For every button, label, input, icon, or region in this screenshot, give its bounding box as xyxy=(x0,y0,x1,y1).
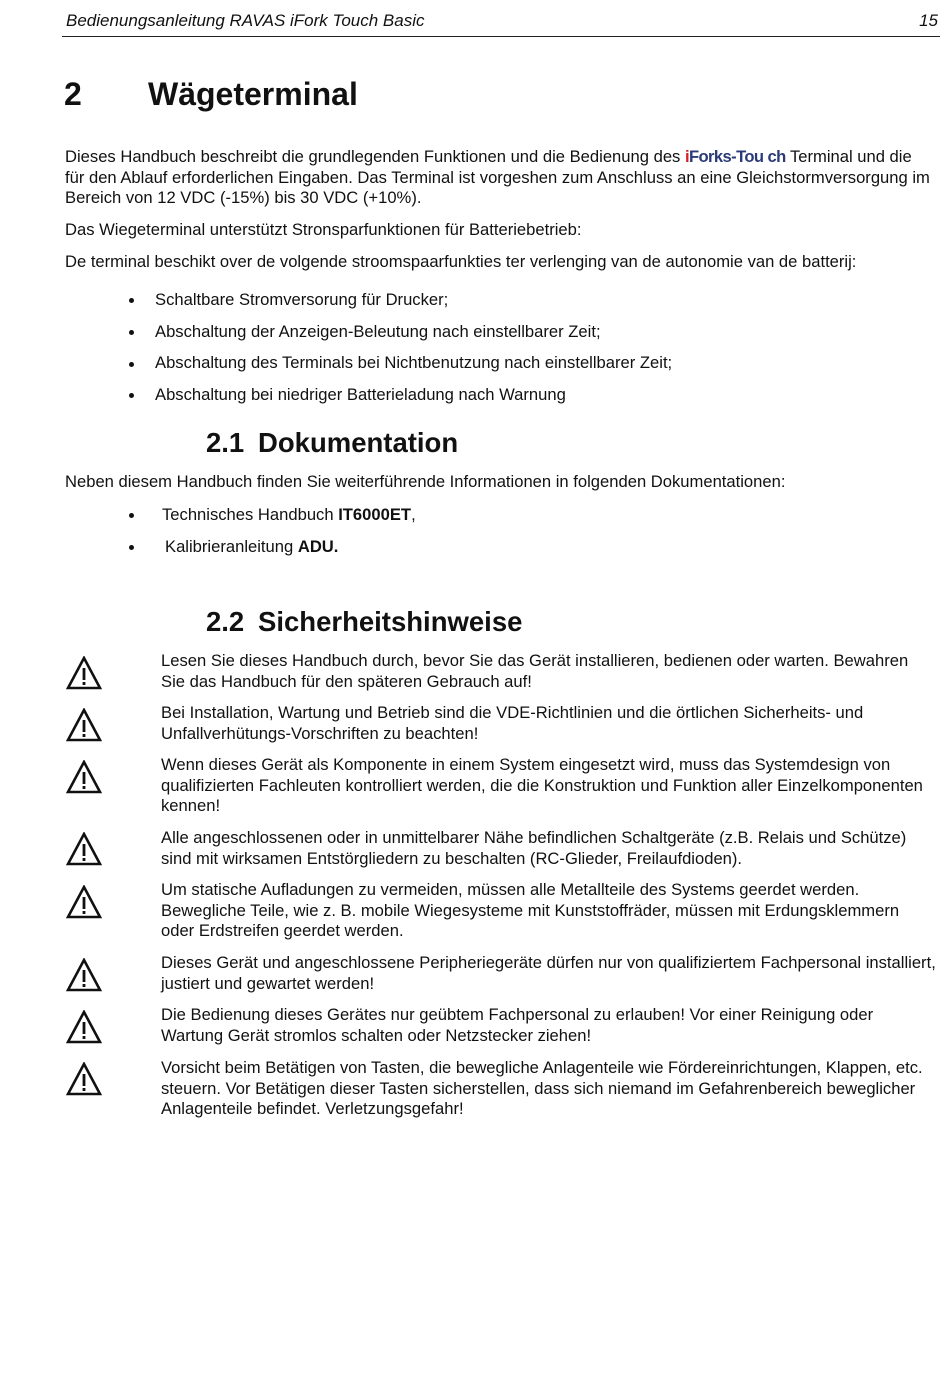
warning-triangle-icon xyxy=(66,760,102,794)
safety-warning-text: Alle angeschlossenen oder in unmittelbarer Nähe befindlichen Schaltgeräte (z.B. Relais und Schütze) sind mit wirksamen Entstörgliedern zu beschalten (RC-Glieder, Freilaufdioden). xyxy=(161,828,907,868)
section-number: 2.1 xyxy=(206,427,245,458)
chapter-number: 2 xyxy=(64,76,82,112)
list-item: Abschaltung bei niedriger Batterieladung nach Warnung xyxy=(155,385,566,404)
list-item: Abschaltung der Anzeigen-Beleutung nach einstellbarer Zeit; xyxy=(155,322,601,341)
warning-triangle-icon xyxy=(66,832,102,866)
doc-code: IT6000ET xyxy=(338,505,412,524)
power-saving-intro: Das Wiegeterminal unterstützt Stronsparfunktionen für Batteriebetrieb: xyxy=(65,220,582,239)
safety-warning-text: Dieses Gerät und angeschlossene Peripheriegeräte dürfen nur von qualifiziertem Fachpersonal installiert, justiert und gewartet werden! xyxy=(161,953,936,993)
page-number: 15 xyxy=(919,11,938,30)
section-title: Dokumentation xyxy=(258,427,459,458)
brand-logo-text: Forks-Tou ch xyxy=(688,147,786,166)
list-item: Schaltbare Stromversorung für Drucker; xyxy=(155,290,449,309)
safety-warning-text: Lesen Sie dieses Handbuch durch, bevor Sie das Gerät installieren, bedienen oder warten. Bewahren Sie das Handbuch für den späteren Gebrauch auf! xyxy=(161,651,909,691)
list-item xyxy=(165,537,338,558)
safety-warning-text: Die Bedienung dieses Gerätes nur geübtem Fachpersonal zu erlauben! Vor einer Reinigung oder Wartung Gerät stromlos schalten oder Netzstecker ziehen! xyxy=(161,1005,874,1045)
bullet-icon xyxy=(129,545,134,550)
warning-triangle-icon xyxy=(66,656,102,690)
safety-warning-text: Bei Installation, Wartung und Betrieb sind die VDE-Richtlinien und die örtlichen Sicherheits- und Unfallverhütungs-Vorschriften zu beachten! xyxy=(161,703,864,743)
warning-triangle-icon xyxy=(66,885,102,919)
intro-paragraph xyxy=(65,147,930,209)
power-saving-intro-dutch: De terminal beschikt over de volgende stroomspaarfunkties ter verlenging van de autonomie van de batterij: xyxy=(65,252,857,271)
list-item xyxy=(162,505,416,526)
warning-triangle-icon xyxy=(66,958,102,992)
safety-warning-text: Vorsicht beim Betätigen von Tasten, die bewegliche Anlagenteile wie Fördereinrichtungen, Klappen, etc. steuern. Vor Betätigen dieser Tasten sicherstellen, dass sich niemand im Gefahrenbereich beweglicher Anlagenteile befindet. Verletzungsgefahr! xyxy=(161,1058,923,1119)
brand-logo-i: i xyxy=(684,147,689,166)
warning-triangle-icon xyxy=(66,1010,102,1044)
intro-text-before-brand: Dieses Handbuch beschreibt die grundlegenden Funktionen und die Bedienung des xyxy=(65,147,685,166)
list-item: Abschaltung des Terminals bei Nichtbenutzung nach einstellbarer Zeit; xyxy=(155,353,673,372)
documentation-intro: Neben diesem Handbuch finden Sie weiterführende Informationen in folgenden Dokumentationen: xyxy=(65,472,786,491)
header-divider xyxy=(62,36,940,37)
warning-triangle-icon xyxy=(66,1062,102,1096)
page-header-title: Bedienungsanleitung RAVAS iFork Touch Basic xyxy=(66,11,425,30)
bullet-icon xyxy=(129,393,134,398)
doc-code: ADU. xyxy=(297,537,339,556)
section-heading-documentation xyxy=(206,427,458,459)
chapter-title: Wägeterminal xyxy=(148,76,358,112)
intro-text-after-brand: Terminal und die für den Ablauf erforderlichen Eingaben. Das Terminal ist vorgeshen zum Anschluss an eine Gleichstormversorgung im Bereich von 12 VDC (-15%) bis 30 VDC (+10%). xyxy=(65,147,930,208)
doc-label: Technisches Handbuch xyxy=(162,505,339,524)
doc-label: Kalibrieranleitung xyxy=(165,537,298,556)
doc-suffix: , xyxy=(411,505,416,524)
section-title: Sicherheitshinweise xyxy=(258,606,523,637)
brand-logo xyxy=(685,147,786,166)
safety-warning-text: Wenn dieses Gerät als Komponente in einem System eingesetzt wird, muss das Systemdesign von qualifizierten Fachleuten kontrolliert werden, die die Konstruktion und Funktion aller Einzelkomponenten kennen! xyxy=(161,755,923,816)
bullet-icon xyxy=(129,362,134,367)
bullet-icon xyxy=(129,298,134,303)
bullet-icon xyxy=(129,330,134,335)
section-number: 2.2 xyxy=(206,606,245,637)
bullet-icon xyxy=(129,513,134,518)
section-heading-safety xyxy=(206,606,522,638)
safety-warning-text: Um statische Aufladungen zu vermeiden, müssen alle Metallteile des Systems geerdet werden. Bewegliche Teile, wie z. B. mobile Wiegesysteme mit Kunststoffräder, müssen mit Erdungsklemmern oder Erdstreifen geerdet werden. xyxy=(161,880,900,941)
warning-triangle-icon xyxy=(66,708,102,742)
